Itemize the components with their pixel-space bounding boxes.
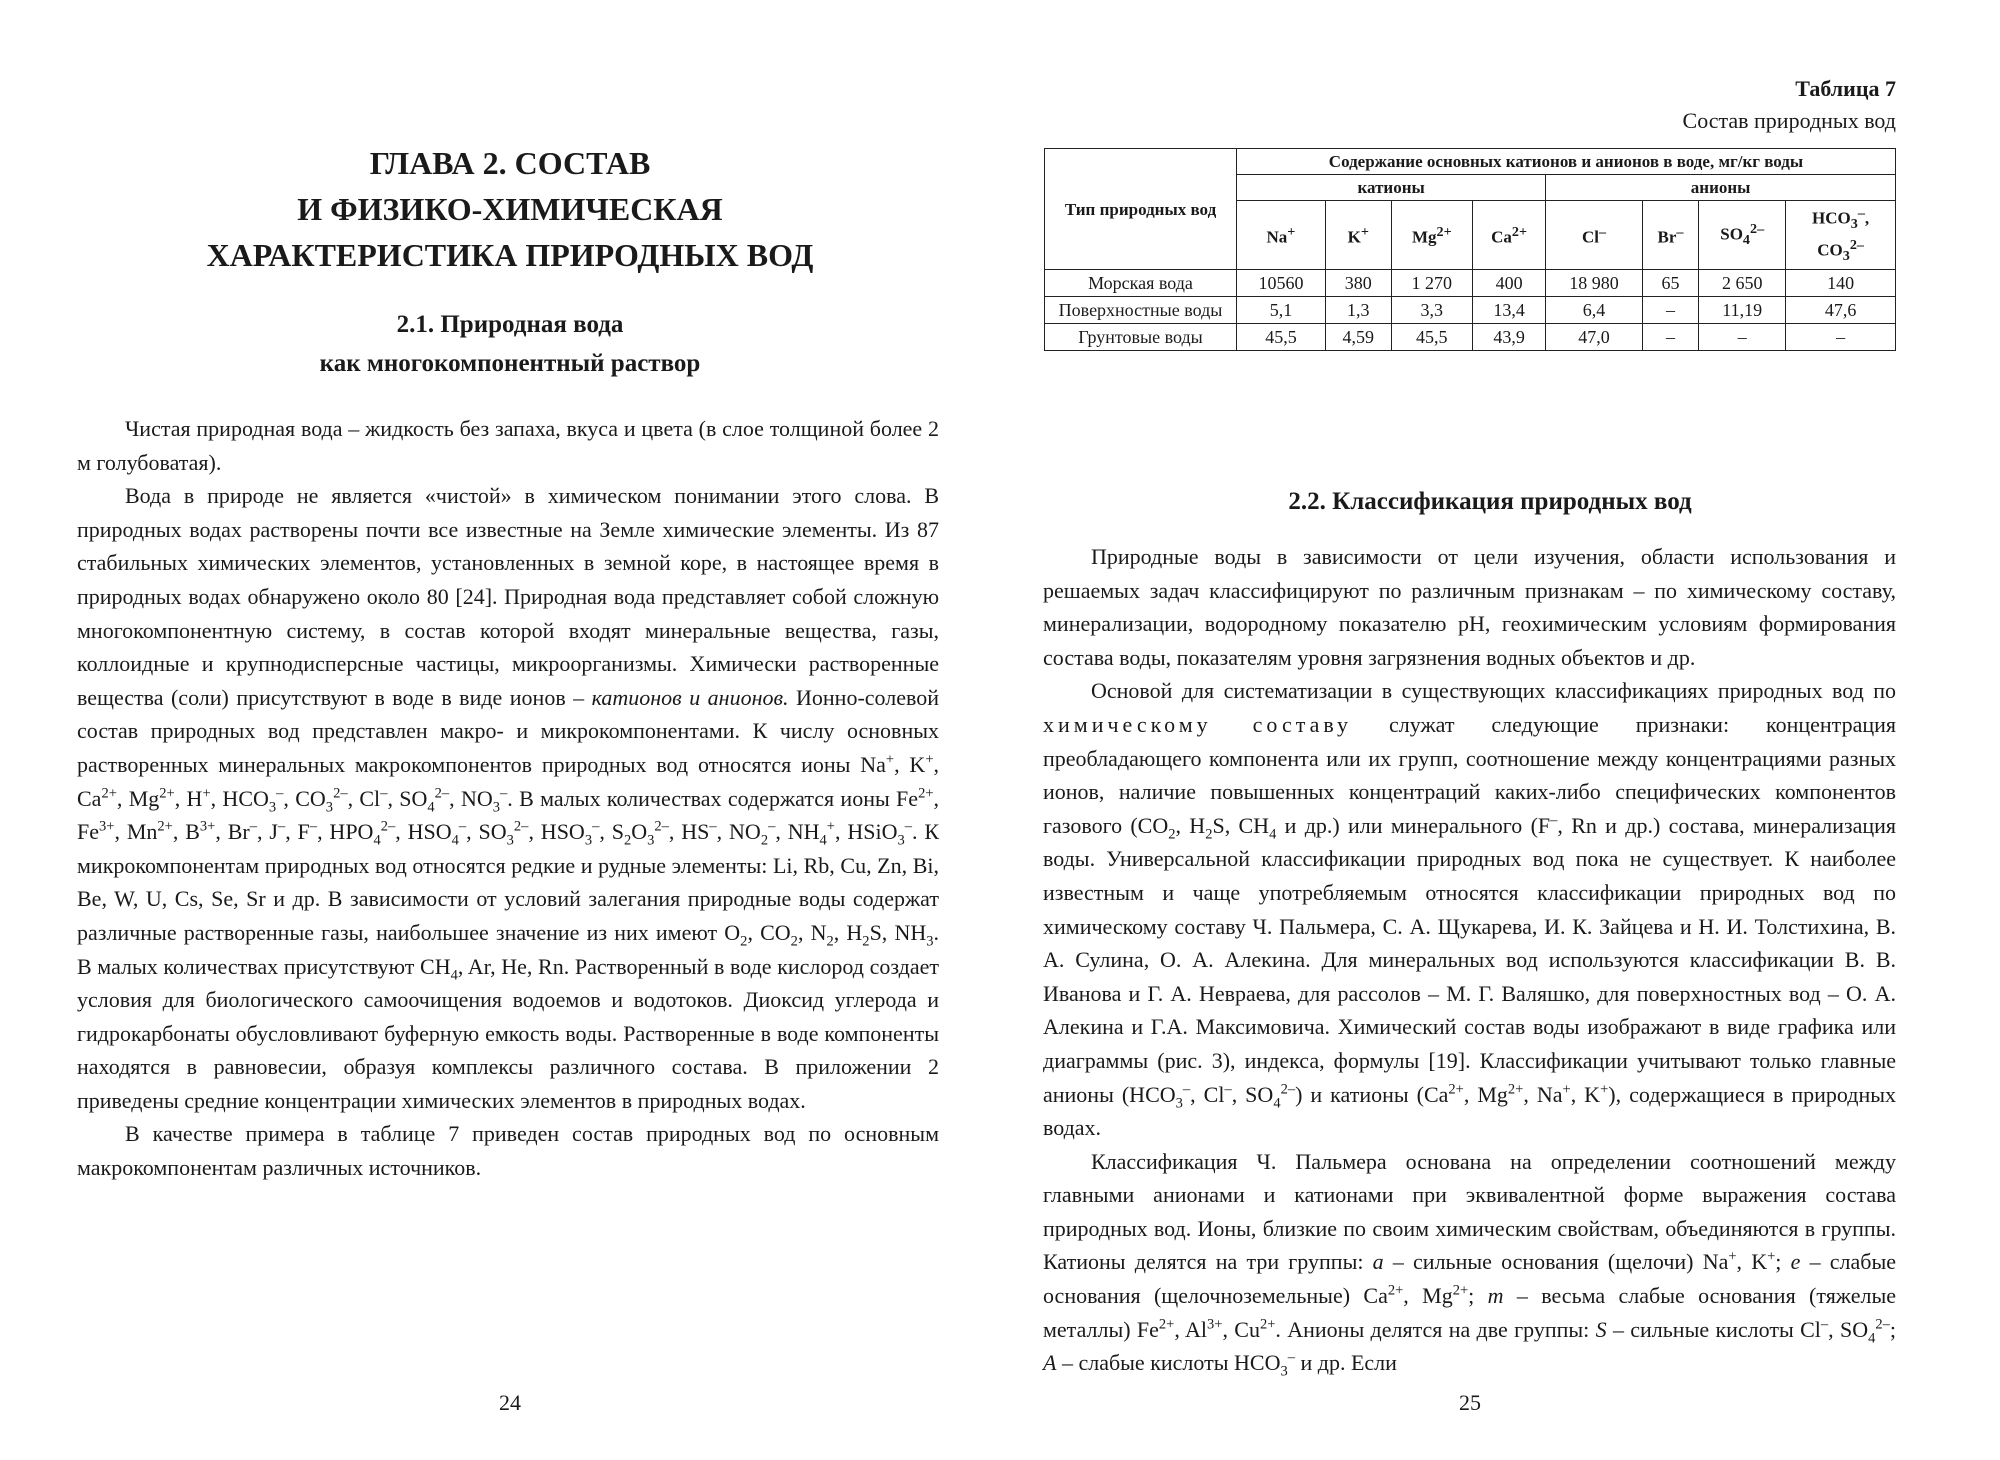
italic-text: катионов и анионов. [591,684,789,710]
table-cell: 4,59 [1325,324,1391,351]
column-header-na: Na+ [1237,201,1326,270]
table-cell: 18 980 [1546,270,1643,297]
row-label: Морская вода [1045,270,1237,297]
page-number: 24 [499,1390,521,1415]
paragraph: В качестве примера в таблице 7 приведен состав природных вод по основным макрокомпонентам различных источников. [77,1121,939,1181]
table-row [1045,297,1896,324]
row-label: Грунтовые воды [1045,324,1237,351]
table-cell: 2 650 [1699,270,1786,297]
table-row [1045,324,1896,351]
column-header-mg: $Mg^{2+}$ [1391,201,1472,270]
column-header-hco3-co3: $HCO_3^-$, $CO_3^{2-}$ [1786,201,1896,270]
column-header-cl: Cl– [1546,201,1643,270]
table-cell: 1 270 [1391,270,1472,297]
paragraph-text: Классификация Ч. Пальмера основана на определении соотношений между главными анионами и катионами при эквивалентной форме выражения состава природных вод. Ионы, близкие по своим химическим свойствам, объединяются в группы. Катионы делятся на три группы: [1043,1148,1896,1275]
group-label: m [1487,1283,1504,1309]
group-label: a [1372,1249,1384,1275]
table-row [1045,270,1896,297]
chapter-title-line-3: ХАРАКТЕРИСТИКА ПРИРОДНЫХ ВОД [206,237,814,273]
table-cell: 45,5 [1237,324,1326,351]
paragraph-text: содержащиеся в природных водах. [1043,1081,1897,1141]
chapter-title [130,140,890,278]
cations-header: катионы [1237,175,1546,201]
column-header-so4: $SO_4^{2-}$ [1699,201,1786,270]
column-header-br: Br– [1642,201,1698,270]
section-title-2-1 [130,305,890,383]
type-header: Тип природных вод [1045,149,1237,270]
paragraph-text: Основой для систематизации в существующих классификациях природных вод по [1091,678,1896,704]
table-cell: 47,6 [1786,297,1896,324]
anions-header: анионы [1546,175,1896,201]
table-cell: 1,3 [1325,297,1391,324]
paragraph-text: Ионно-солевой состав природных вод представлен макро- и микрокомпонентами. К числу основных растворенных минеральных макрокомпонентов природных вод относятся ионы [77,684,940,777]
paragraph-text: – весьма слабые основания (тяжелые металлы) [1043,1283,1897,1342]
table-cell: 140 [1786,270,1896,297]
right-body-text [1043,540,1896,1380]
group-label: A [1043,1350,1057,1376]
right-page [1000,0,2000,1460]
section-title-line-1: 2.1. Природная вода [396,311,624,338]
table-cell: 400 [1472,270,1545,297]
group-label: e [1790,1249,1801,1275]
paragraph-text: В малых количествах присутствуют [77,953,415,979]
water-composition-table [1044,148,1896,351]
table-cell: 45,5 [1391,324,1472,351]
chapter-title-line-2: И ФИЗИКО-ХИМИЧЕСКАЯ [297,191,723,227]
group-label: S [1595,1316,1607,1342]
paragraph-text: и катионы [1310,1081,1409,1107]
table-label: Таблица 7 [1795,76,1896,101]
paragraph-text: К микрокомпонентам природных вод относятся редкие и рудные элементы: Li, Rb, Cu, Zn, Bi, Be, W, U, Cs, Se, Sr и др. В зависимости от условий залегания природные воды содержат различные растворенные газы, наибольшее значение из них имеют [77,819,940,945]
paragraph-text: – слабые основания (щелочноземельные) [1043,1249,1896,1309]
paragraph-text: – сильные кислоты [1612,1316,1794,1342]
table-cell: 380 [1325,270,1391,297]
paragraph-text: В малых количествах содержатся ионы [519,785,890,811]
table-cell: 6,4 [1546,297,1643,324]
table-cell: 13,4 [1472,297,1545,324]
paragraph-text: и др. Если [1300,1350,1397,1376]
page-number: 25 [1459,1390,1481,1415]
left-body-text [77,412,939,1185]
table-caption: Состав природных вод [1682,108,1896,133]
paragraph-text: – слабые кислоты [1061,1350,1229,1376]
row-label: Поверхностные воды [1045,297,1237,324]
paragraph: Основой для систематизации в существующих классификациях природных вод по химическому составу служат следующие признаки: концентрация преобладающего компонента или их групп, соотношение между концентрациями разных ионов, наличие повышенных концентраций каких-либо специфических компонентов газового ($CO_2$, $H_2S$, $CH_4$ и др.) или минерального (F–, Rn и др.) состава, минерализация воды. Универсальной классификации природных вод пока не существует. К наиболее известным и чаще употребляемым относятся классификации природных вод по химическому составу Ч. Пальмера, С. А. Щукарева, И. К. Зайцева и Н. И. Толстихина, В. А. Сулина, О. А. Алекина. Для минеральных вод используются классификации В. В. Иванова и Г. А. Невраева, для рассолов – М. Г. Валяшко, для поверхностных вод – О. А. Алекина и Г.А. Максимовича. Химический состав воды изображают в виде графика или диаграммы (рис. 3), индекса, формулы [19]. Классификации учитывают только главные анионы ($HCO_3^-$, Cl–, $SO_4^{2-}$) и катионы ($Ca^{2+}$, $Mg^{2+}$, Na+, K+), содержащиеся в природных водах. [1043,678,1897,1141]
paragraph-text: Анионы делятся на две группы: [1287,1316,1590,1342]
section-title-2-2: 2.2. Классификация природных вод [1288,488,1692,515]
paragraph-text: – сильные основания (щелочи) [1392,1249,1694,1275]
table-cell: 5,1 [1237,297,1326,324]
column-header-k: K+ [1325,201,1391,270]
table-cell: – [1642,297,1698,324]
table-cell: 65 [1642,270,1698,297]
table-cell: – [1786,324,1896,351]
paragraph: Чистая природная вода – жидкость без запаха, вкуса и цвета (в слое толщиной более 2 м голубоватая). [77,416,939,475]
table-cell: 10560 [1237,270,1326,297]
table-cell: 3,3 [1391,297,1472,324]
paragraph-text: или минерального [1348,812,1523,838]
table-cell: 11,19 [1699,297,1786,324]
section-title-line-2: как многокомпонентный раствор [319,350,701,377]
table-cell: – [1642,324,1698,351]
table-cell: 43,9 [1472,324,1545,351]
paragraph: Природные воды в зависимости от цели изучения, области использования и решаемых задач классифицируют по различным признакам – по химическому составу, минерализации, водородному показателю pH, геохимическим условиям формирования состава воды, показателям уровня загрязнения водных объектов и др. [1043,544,1896,670]
paragraph-text: состава, минерализация воды. Универсальной классификации природных вод пока не существует. К наиболее известным и чаще употребляемым относятся классификации природных вод по химическому составу Ч. Пальмера, С. А. Щукарева, И. К. Зайцева и Н. И. Толстихина, В. А. Сулина, О. А. Алекина. Для минеральных вод используются классификации В. В. Иванова и Г. А. Невраева, для рассолов – М. Г. Валяшко, для поверхностных вод – О. А. Алекина и Г.А. Максимовича. Химический состав воды изображают в виде графика или диаграммы (рис. 3), индекса, формулы [19]. Классификации учитывают только главные анионы [1043,812,1897,1107]
paragraph-text: служат следующие признаки: концентрация преобладающего компонента или их групп, соотношение между концентрациями разных ионов, наличие повышенных концентраций каких-либо специфических компонентов газового [1043,711,1896,838]
table-cell: 47,0 [1546,324,1643,351]
paragraph: Классификация Ч. Пальмера основана на определении соотношений между главными анионами и катионами при эквивалентной форме выражения состава природных вод. Ионы, близкие по своим химическим свойствам, объединяются в группы. Катионы делятся на три группы: a – сильные основания (щелочи) Na+, K+; e – слабые основания (щелочноземельные) $Ca^{2+}$, $Mg^{2+}$; m – весьма слабые основания (тяжелые металлы) $Fe^{2+}$, $Al^{3+}$, $Cu^{2+}$. Анионы делятся на две группы: S – сильные кислоты Cl–, $SO_4^{2-}$; A – слабые кислоты $HCO_3^-$ и др. Если [1043,1148,1897,1380]
content-header: Содержание основных катионов и анионов в воде, мг/кг воды [1237,149,1896,175]
spaced-emphasis: химическому составу [1043,711,1353,737]
table-cell: – [1699,324,1786,351]
paragraph-text: Ar, He, Rn. Растворенный в воде кислород создает условия для биологического самоочищения водоемов и водотоков. Диоксид углерода и гидрокарбонаты обусловливают буферную емкость воды. Растворенные в воде компоненты находятся в равновесии, образуя комплексы различного состава. В приложении 2 приведены средние концентрации химических элементов в природных водах. [77,953,939,1113]
paragraph-text: Вода в природе не является «чистой» в химическом понимании этого слова. В природных водах растворены почти все известные на Земле химические элементы. Из 87 стабильных химических элементов, установленных в земной коре, в настоящее время в природных водах обнаружено около 80 [24]. Природная вода представляет собой сложную многокомпонентную систему, в состав которой входят минеральные вещества, газы, коллоидные и крупнодисперсные частицы, микроорганизмы. Химически растворенные вещества (соли) присутствуют в воде в виде ионов – [77,483,939,710]
chapter-title-line-1: ГЛАВА 2. СОСТАВ [369,145,651,181]
paragraph: Вода в природе не является «чистой» в химическом понимании этого слова. В природных водах растворены почти все известные на Земле химические элементы. Из 87 стабильных химических элементов, установленных в земной коре, в настоящее время в природных водах обнаружено около 80 [24]. Природная вода представляет собой сложную многокомпонентную систему, в состав которой входят минеральные вещества, газы, коллоидные и крупнодисперсные частицы, микроорганизмы. Химически растворенные вещества (соли) присутствуют в воде в виде ионов – катионов и анионов. Ионно-солевой состав природных вод представлен макро- и микрокомпонентами. К числу основных растворенных минеральных макрокомпонентов природных вод относятся ионы Na+, K+, $Ca^{2+}$, $Mg^{2+}$, H+, $HCO_3^-$, $CO_3^{2-}$, Cl–, $SO_4^{2-}$, $NO_3^-$. В малых количествах содержатся ионы $Fe^{2+}$, $Fe^{3+}$, $Mn^{2+}$, $B^{3+}$, Br–, J–, F–, $HPO_4^{2-}$, $HSO_4^-$, $SO_3^{2-}$, $HSO_3^-$, $S_2O_3^{2-}$, HS–, $NO_2^-$, $NH_4^+$, HSiO$_3$–. К микрокомпонентам природных вод относятся редкие и рудные элементы: Li, Rb, Cu, Zn, Bi, Be, W, U, Cs, Se, Sr и др. В зависимости от условий залегания природные воды содержат различные растворенные газы, наибольшее значение из них имеют $O_2$, $CO_2$, $N_2$, $H_2S$, $NH_3$. В малых количествах присутствуют $CH_4$, Ar, He, Rn. Растворенный в воде кислород создает условия для биологического самоочищения водоемов и водотоков. Диоксид углерода и гидрокарбонаты обусловливают буферную емкость воды. Растворенные в воде компоненты находятся в равновесии, образуя комплексы различного состава. В приложении 2 приведены средние концентрации химических элементов в природных водах. [77,483,940,1113]
column-header-ca: $Ca^{2+}$ [1472,201,1545,270]
